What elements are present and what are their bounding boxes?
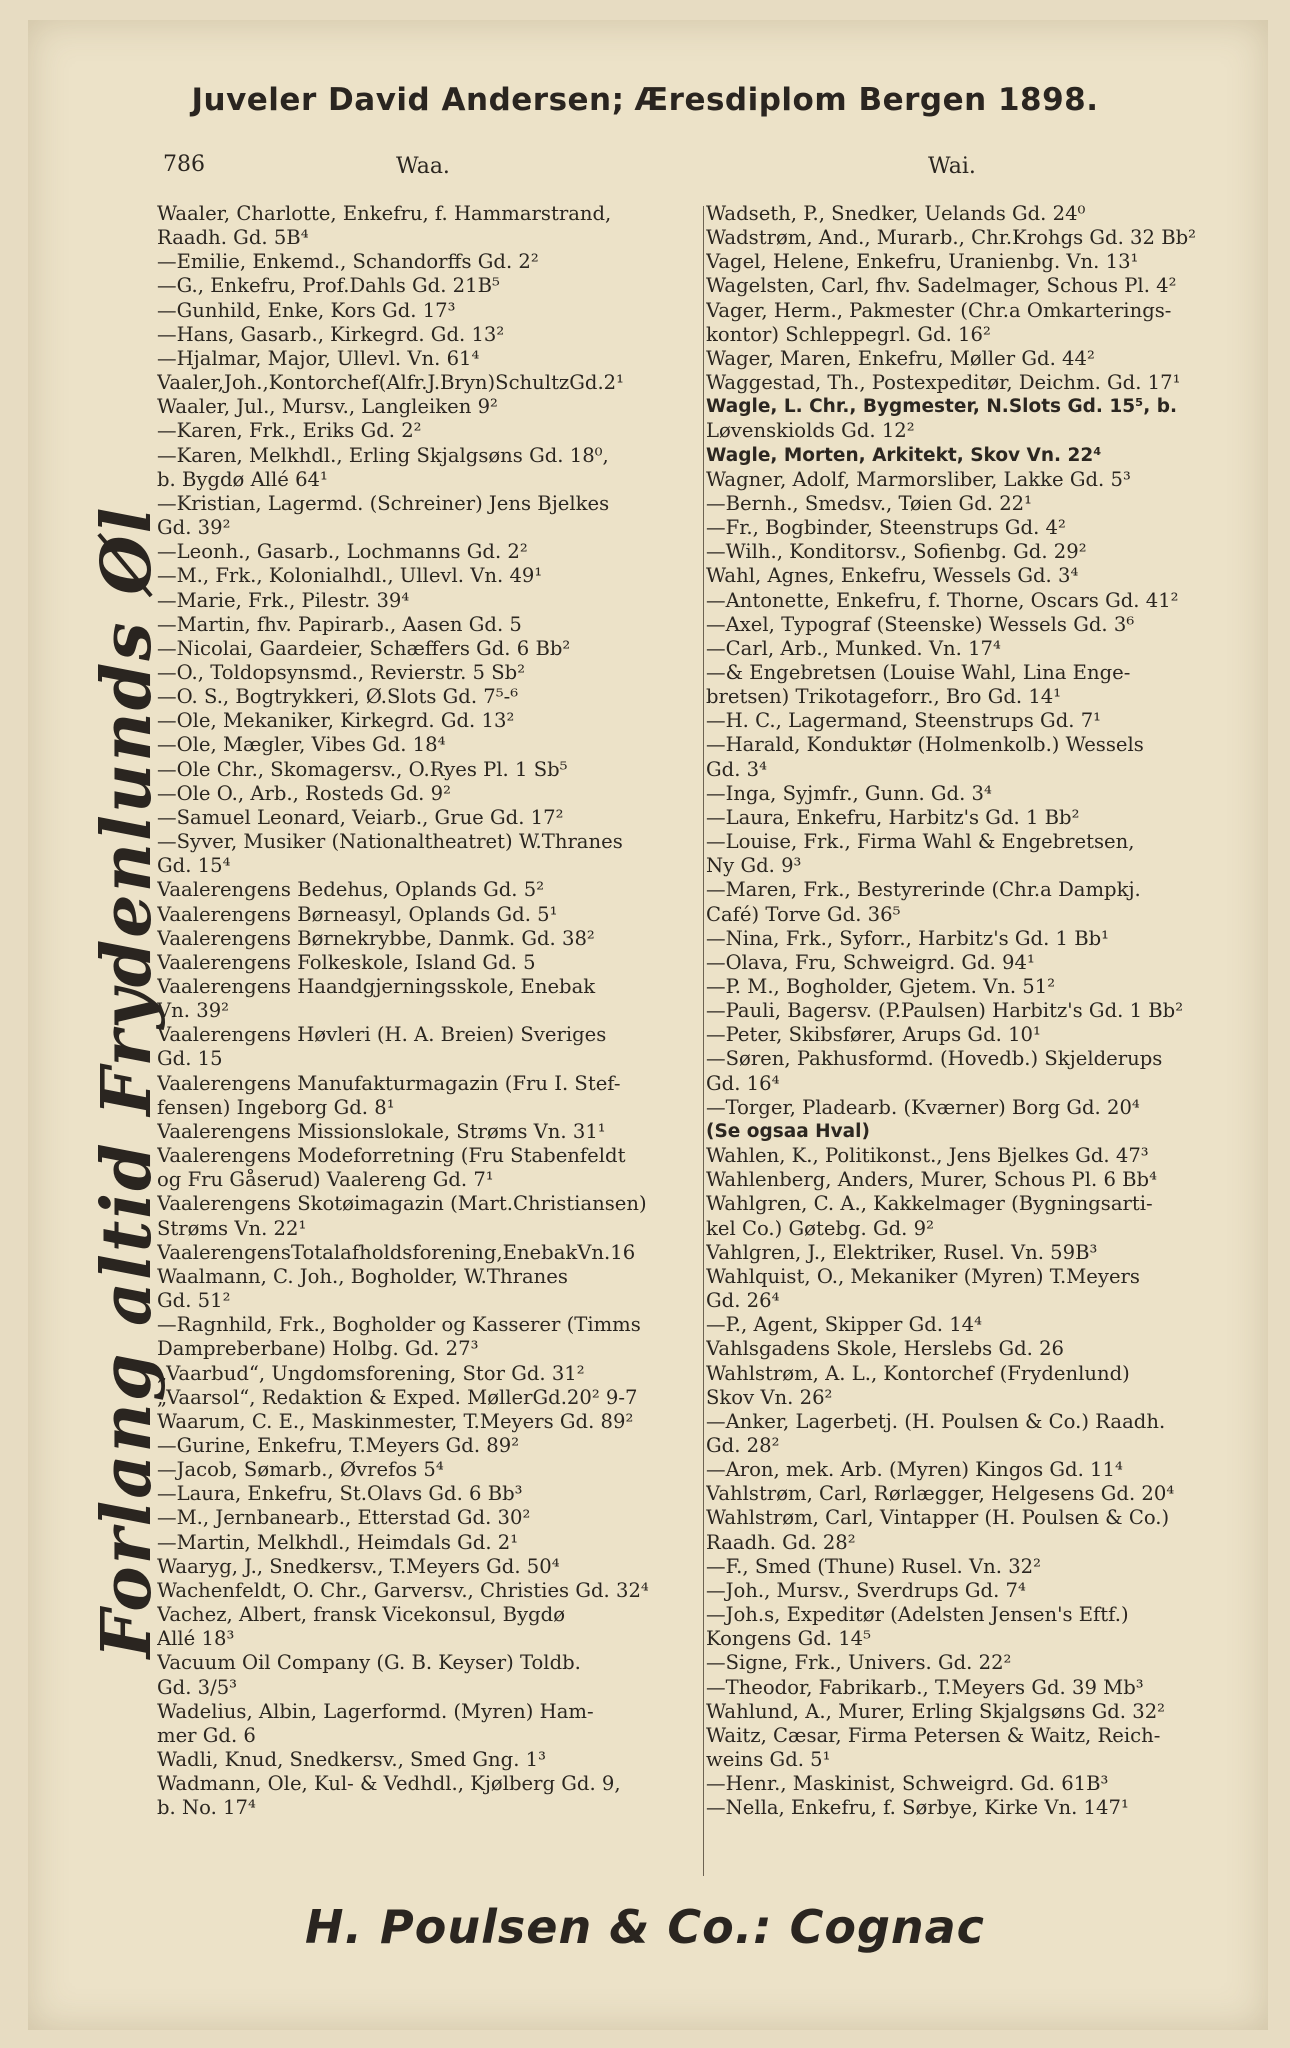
directory-entry-line: —Antonette, Enkefru, f. Thorne, Oscars Gd. 41²: [706, 588, 1179, 612]
directory-entry-line: Waaler, Charlotte, Enkefru, f. Hammarstrand,: [157, 202, 612, 225]
directory-entry-line: fensen) Ingeborg Gd. 8¹: [157, 1095, 395, 1119]
directory-entry-line: Gd. 3⁴: [706, 757, 767, 781]
left-column: [157, 202, 703, 1820]
directory-entry-line: —Leonh., Gasarb., Lochmanns Gd. 2²: [157, 540, 528, 564]
directory-entry-line: —Nicolai, Gaardeier, Schæffers Gd. 6 Bb²: [157, 636, 571, 660]
directory-entry-line: Vaalerengens Skotøimagazin (Mart.Christiansen): [157, 1192, 647, 1216]
directory-entry-line: Vaalerengens Manufakturmagazin (Fru I. Stef-: [157, 1071, 621, 1095]
directory-entry-line: Gd. 3/5³: [157, 1675, 238, 1699]
directory-entry-line: Raadh. Gd. 5B⁴: [157, 226, 309, 250]
directory-entry-line: Waalmann, C. Joh., Bogholder, W.Thranes: [157, 1264, 568, 1288]
directory-entry-line: —Jacob, Sømarb., Øvrefos 5⁴: [157, 1458, 444, 1482]
directory-entry-line: —Signe, Frk., Univers. Gd. 22²: [706, 1651, 1012, 1675]
directory-entry-line: Vaalerengens Høvleri (H. A. Breien) Sveriges: [157, 1023, 607, 1047]
directory-entry-line: Ny Gd. 9³: [706, 854, 802, 878]
directory-entry-line: weins Gd. 5¹: [706, 1748, 831, 1771]
directory-entry-line: —Joh., Mursv., Sverdrups Gd. 7⁴: [706, 1578, 1026, 1602]
directory-entry-line: —Ragnhild, Frk., Bogholder og Kasserer (Timms: [157, 1313, 641, 1337]
directory-entry-line: —Anker, Lagerbetj. (H. Poulsen & Co.) Raadh.: [706, 1409, 1166, 1433]
directory-entry-line: Waaler, Jul., Mursv., Langleiken 9²: [157, 395, 498, 419]
directory-entry-line: —M., Frk., Kolonialhdl., Ullevl. Vn. 49¹: [157, 564, 543, 588]
directory-entry-line: Gd. 15⁴: [157, 854, 231, 878]
header-advertisement-right: Æresdiplom Bergen 1898.: [634, 82, 1099, 118]
directory-entry-line: —Karen, Frk., Eriks Gd. 2²: [157, 419, 422, 443]
directory-entry-line: —M., Jernbanearb., Etterstad Gd. 30²: [157, 1506, 531, 1530]
directory-entry-line: Strøms Vn. 22¹: [157, 1216, 307, 1240]
directory-entry-line: —Bernh., Smedsv., Tøien Gd. 22¹: [706, 491, 1032, 515]
directory-entry-line: Gd. 51²: [157, 1289, 231, 1313]
directory-entry-line: Gd. 39²: [157, 516, 231, 540]
directory-entry-line: —Louise, Frk., Firma Wahl & Engebretsen,: [706, 830, 1135, 854]
directory-entry-line: Wadli, Knud, Snedkersv., Smed Gng. 1³: [157, 1748, 546, 1771]
directory-entry-line: —Aron, mek. Arb. (Myren) Kingos Gd. 11⁴: [706, 1458, 1123, 1482]
directory-entry-line: —Hjalmar, Major, Ullevl. Vn. 61⁴: [157, 346, 480, 370]
directory-entry-line: —O., Toldopsynsmd., Revierstr. 5 Sb²: [157, 660, 526, 684]
directory-entry-line: —Axel, Typograf (Steenske) Wessels Gd. 3⁶: [706, 612, 1135, 636]
directory-entry-line: Waitz, Cæsar, Firma Petersen & Waitz, Reich-: [706, 1723, 1161, 1747]
directory-entry-line: Kongens Gd. 14⁵: [706, 1627, 872, 1651]
header-advertisement-left: Juveler David Andersen;: [191, 82, 625, 118]
directory-entry-line: Wagelsten, Carl, fhv. Sadelmager, Schous Pl. 4²: [706, 274, 1177, 298]
directory-entry-line: kel Co.) Gøtebg. Gd. 9²: [706, 1216, 934, 1240]
directory-entry-line: —Wilh., Konditorsv., Sofienbg. Gd. 29²: [706, 540, 1087, 564]
header-advertisement: [0, 82, 1290, 118]
directory-entry-line: Dampreberbane) Holbg. Gd. 27³: [157, 1337, 479, 1361]
directory-entry-line: —G., Enkefru, Prof.Dahls Gd. 21B⁵: [157, 274, 500, 298]
page-number: 786: [163, 152, 205, 177]
directory-entry-line: —Ole, Mekaniker, Kirkegrd. Gd. 13²: [157, 709, 515, 733]
directory-entry-line: Wachenfeldt, O. Chr., Garversv., Christies Gd. 32⁴: [157, 1578, 649, 1602]
directory-entry-line: Raadh. Gd. 28²: [706, 1530, 856, 1554]
directory-entry-line: —Marie, Frk., Pilestr. 39⁴: [157, 588, 410, 612]
directory-entry-line: —Martin, Melkhdl., Heimdals Gd. 2¹: [157, 1530, 519, 1554]
directory-entry-line: —Theodor, Fabrikarb., T.Meyers Gd. 39 Mb³: [706, 1675, 1144, 1699]
directory-entry-line: bretsen) Trikotageforr., Bro Gd. 14¹: [706, 685, 1062, 709]
directory-entry-line: —Ole Chr., Skomagersv., O.Ryes Pl. 1 Sb⁵: [157, 757, 568, 781]
directory-entry-line: kontor) Schleppegrl. Gd. 16²: [706, 322, 991, 346]
directory-entry-line: —Karen, Melkhdl., Erling Skjalgsøns Gd. 18⁰,: [157, 443, 609, 467]
directory-entry-line: b. Bygdø Allé 64¹: [157, 467, 328, 491]
directory-entry-line: Vahlstrøm, Carl, Rørlægger, Helgesens Gd. 20⁴: [706, 1482, 1175, 1506]
directory-entry-line: —Hans, Gasarb., Kirkegrd. Gd. 13²: [157, 322, 505, 346]
directory-entry-line: —Nella, Enkefru, f. Sørbye, Kirke Vn. 147¹: [706, 1796, 1129, 1820]
directory-entry-line: —Harald, Konduktør (Holmenkolb.) Wessels: [706, 733, 1144, 757]
directory-entry-line: Allé 18³: [157, 1627, 235, 1651]
directory-entry-line: —Syver, Musiker (Nationaltheatret) W.Thranes: [157, 830, 623, 854]
directory-entry-line: Wadseth, P., Snedker, Uelands Gd. 24⁰: [706, 202, 1086, 225]
directory-entry-line: —Maren, Frk., Bestyrerinde (Chr.a Dampkj.: [706, 878, 1141, 902]
directory-entry-line: —Laura, Enkefru, Harbitz's Gd. 1 Bb²: [706, 805, 1080, 829]
directory-entry-line: Wadmann, Ole, Kul- & Vedhdl., Kjølberg Gd. 9,: [157, 1772, 621, 1796]
directory-entry-line: Skov Vn. 26²: [706, 1385, 833, 1409]
directory-entry-line: Waaryg, J., Snedkersv., T.Meyers Gd. 50⁴: [157, 1554, 560, 1578]
left-column-heading: Waa.: [396, 154, 450, 179]
right-column: [706, 202, 1242, 1820]
directory-entry-line: Vahlgren, J., Elektriker, Rusel. Vn. 59B³: [706, 1240, 1098, 1264]
directory-entry-line: —Kristian, Lagermd. (Schreiner) Jens Bjelkes: [157, 491, 610, 515]
directory-entry-line: Café) Torve Gd. 36⁵: [706, 902, 901, 926]
directory-entry-line: Vaalerengens Børneasyl, Oplands Gd. 5¹: [157, 902, 558, 926]
directory-entry-line: Vachez, Albert, fransk Vicekonsul, Bygdø: [157, 1603, 566, 1627]
directory-entry-line: b. No. 17⁴: [157, 1796, 256, 1820]
directory-entry-line: Vn. 39²: [157, 999, 230, 1023]
directory-entry-line: „Vaarsol“, Redaktion & Exped. MøllerGd.20² 9-7: [157, 1385, 638, 1409]
directory-entry-line: Vager, Herm., Pakmester (Chr.a Omkarterings-: [706, 298, 1172, 322]
directory-entry-line: —P., Agent, Skipper Gd. 14⁴: [706, 1313, 983, 1337]
directory-entry-line: —F., Smed (Thune) Rusel. Vn. 32²: [706, 1554, 1041, 1578]
directory-entry-line: Vaaler,Joh.,Kontorchef(Alfr.J.Bryn)SchultzGd.2¹: [157, 371, 625, 395]
directory-entry-line: —P. M., Bogholder, Gjetem. Vn. 51²: [706, 975, 1056, 998]
directory-entry-line: Vaalerengens Børnekrybbe, Danmk. Gd. 38²: [157, 926, 595, 950]
directory-entry-line: —Pauli, Bagersv. (P.Paulsen) Harbitz's Gd. 1 Bb²: [706, 999, 1184, 1023]
directory-entry-line: Wahlstrøm, Carl, Vintapper (H. Poulsen & Co.): [706, 1506, 1170, 1530]
directory-entry-line: —Gunhild, Enke, Kors Gd. 17³: [157, 298, 456, 322]
directory-entry-line: mer Gd. 6: [157, 1723, 256, 1747]
directory-entry-line: Vaalerengens Missionslokale, Strøms Vn. 31¹: [157, 1119, 606, 1143]
directory-entry-line: Wagle, Morten, Arkitekt, Skov Vn. 22⁴: [706, 444, 1102, 466]
directory-entry-line: Gd. 16⁴: [706, 1071, 780, 1095]
directory-entry-line: Vahlsgadens Skole, Herslebs Gd. 26: [706, 1337, 1065, 1361]
directory-entry-line: —Nina, Frk., Syforr., Harbitz's Gd. 1 Bb¹: [706, 926, 1110, 950]
directory-entry-line: —Peter, Skibsfører, Arups Gd. 10¹: [706, 1023, 1041, 1047]
footer-advertisement: H. Poulsen & Co.: Cognac: [305, 1900, 985, 1954]
directory-entry-line: —Søren, Pakhusformd. (Hovedb.) Skjelderups: [706, 1047, 1163, 1071]
column-divider: [703, 206, 704, 1876]
directory-entry-line: Wahl, Agnes, Enkefru, Wessels Gd. 3⁴: [706, 564, 1079, 588]
directory-entry-line: —H. C., Lagermand, Steenstrups Gd. 7¹: [706, 709, 1102, 733]
directory-entry-line: —Olava, Fru, Schweigrd. Gd. 94¹: [706, 950, 1035, 974]
directory-entry-line: —& Engebretsen (Louise Wahl, Lina Enge-: [706, 660, 1131, 684]
directory-entry-line: —Laura, Enkefru, St.Olavs Gd. 6 Bb³: [157, 1482, 523, 1506]
directory-entry-line: (Se ogsaa Hval): [706, 1120, 870, 1142]
directory-entry-line: Wagner, Adolf, Marmorsliber, Lakke Gd. 5³: [706, 467, 1131, 491]
directory-entry-line: Wadstrøm, And., Murarb., Chr.Krohgs Gd. 32 Bb²: [706, 226, 1197, 250]
directory-entry-line: Waggestad, Th., Postexpeditør, Deichm. Gd. 17¹: [706, 371, 1181, 395]
directory-entry-line: Gd. 28²: [706, 1433, 780, 1457]
directory-entry-line: Wahlund, A., Murer, Erling Skjalgsøns Gd. 32²: [706, 1699, 1166, 1723]
directory-entry-line: Vaalerengens Folkeskole, Island Gd. 5: [157, 950, 536, 974]
directory-entry-line: Vagel, Helene, Enkefru, Uranienbg. Vn. 13¹: [706, 250, 1139, 274]
directory-entry-line: Wahlquist, O., Mekaniker (Myren) T.Meyers: [706, 1264, 1140, 1288]
directory-entry-line: —Ole O., Arb., Rosteds Gd. 9²: [157, 781, 451, 805]
directory-entry-line: —Gurine, Enkefru, T.Meyers Gd. 89²: [157, 1433, 520, 1457]
directory-entry-line: —O. S., Bogtrykkeri, Ø.Slots Gd. 7⁵‑⁶: [157, 685, 519, 709]
directory-entry-line: Wadelius, Albin, Lagerformd. (Myren) Ham-: [157, 1699, 594, 1723]
directory-entry-line: —Henr., Maskinist, Schweigrd. Gd. 61B³: [706, 1772, 1109, 1796]
directory-entry-line: Wahlgren, C. A., Kakkelmager (Bygningsarti-: [706, 1192, 1153, 1216]
directory-entry-line: —Emilie, Enkemd., Schandorffs Gd. 2²: [157, 250, 539, 274]
directory-entry-line: —Inga, Syjmfr., Gunn. Gd. 3⁴: [706, 781, 992, 805]
directory-entry-line: —Samuel Leonard, Veiarb., Grue Gd. 17²: [157, 805, 564, 829]
directory-entry-line: Vaalerengens Modeforretning (Fru Stabenfeldt: [157, 1144, 626, 1168]
directory-entry-line: Waarum, C. E., Maskinmester, T.Meyers Gd. 89²: [157, 1409, 634, 1433]
directory-entry-line: —Torger, Pladearb. (Kværner) Borg Gd. 20⁴: [706, 1095, 1140, 1119]
directory-entry-line: —Carl, Arb., Munked. Vn. 17⁴: [706, 636, 1001, 660]
directory-entry-line: Wahlen, K., Politikonst., Jens Bjelkes Gd. 47³: [706, 1144, 1149, 1168]
directory-entry-line: Vacuum Oil Company (G. B. Keyser) Toldb.: [157, 1651, 581, 1675]
directory-entry-line: VaalerengensTotalafholdsforening,EnebakVn.16: [157, 1240, 636, 1264]
directory-entry-line: —Martin, fhv. Papirarb., Aasen Gd. 5: [157, 612, 522, 636]
directory-entry-line: Løvenskiolds Gd. 12²: [706, 419, 915, 443]
directory-entry-line: Wahlenberg, Anders, Murer, Schous Pl. 6 Bb⁴: [706, 1168, 1157, 1192]
directory-entry-line: —Joh.s, Expeditør (Adelsten Jensen's Eftf.): [706, 1603, 1129, 1627]
directory-entry-line: Wagle, L. Chr., Bygmester, N.Slots Gd. 15⁵, b.: [706, 396, 1177, 418]
directory-entry-line: Vaalerengens Bedehus, Oplands Gd. 5²: [157, 878, 545, 902]
directory-entry-line: „Vaarbud“, Ungdomsforening, Stor Gd. 31²: [157, 1361, 585, 1385]
directory-entry-line: —Fr., Bogbinder, Steenstrups Gd. 4²: [706, 516, 1066, 540]
side-advertisement-text: Forlang altid Frydenlunds Øl: [87, 505, 167, 1659]
directory-entry-line: Wager, Maren, Enkefru, Møller Gd. 44²: [706, 346, 1095, 370]
directory-entry-line: Wahlstrøm, A. L., Kontorchef (Frydenlund): [706, 1361, 1130, 1385]
right-column-heading: Wai.: [928, 154, 976, 179]
directory-entry-line: Gd. 15: [157, 1047, 223, 1071]
directory-entry-line: Vaalerengens Haandgjerningsskole, Enebak: [157, 975, 596, 998]
directory-entry-line: —Ole, Mægler, Vibes Gd. 18⁴: [157, 733, 446, 757]
directory-entry-line: og Fru Gåserud) Vaalereng Gd. 7¹: [157, 1168, 494, 1192]
directory-entry-line: Gd. 26⁴: [706, 1289, 780, 1313]
